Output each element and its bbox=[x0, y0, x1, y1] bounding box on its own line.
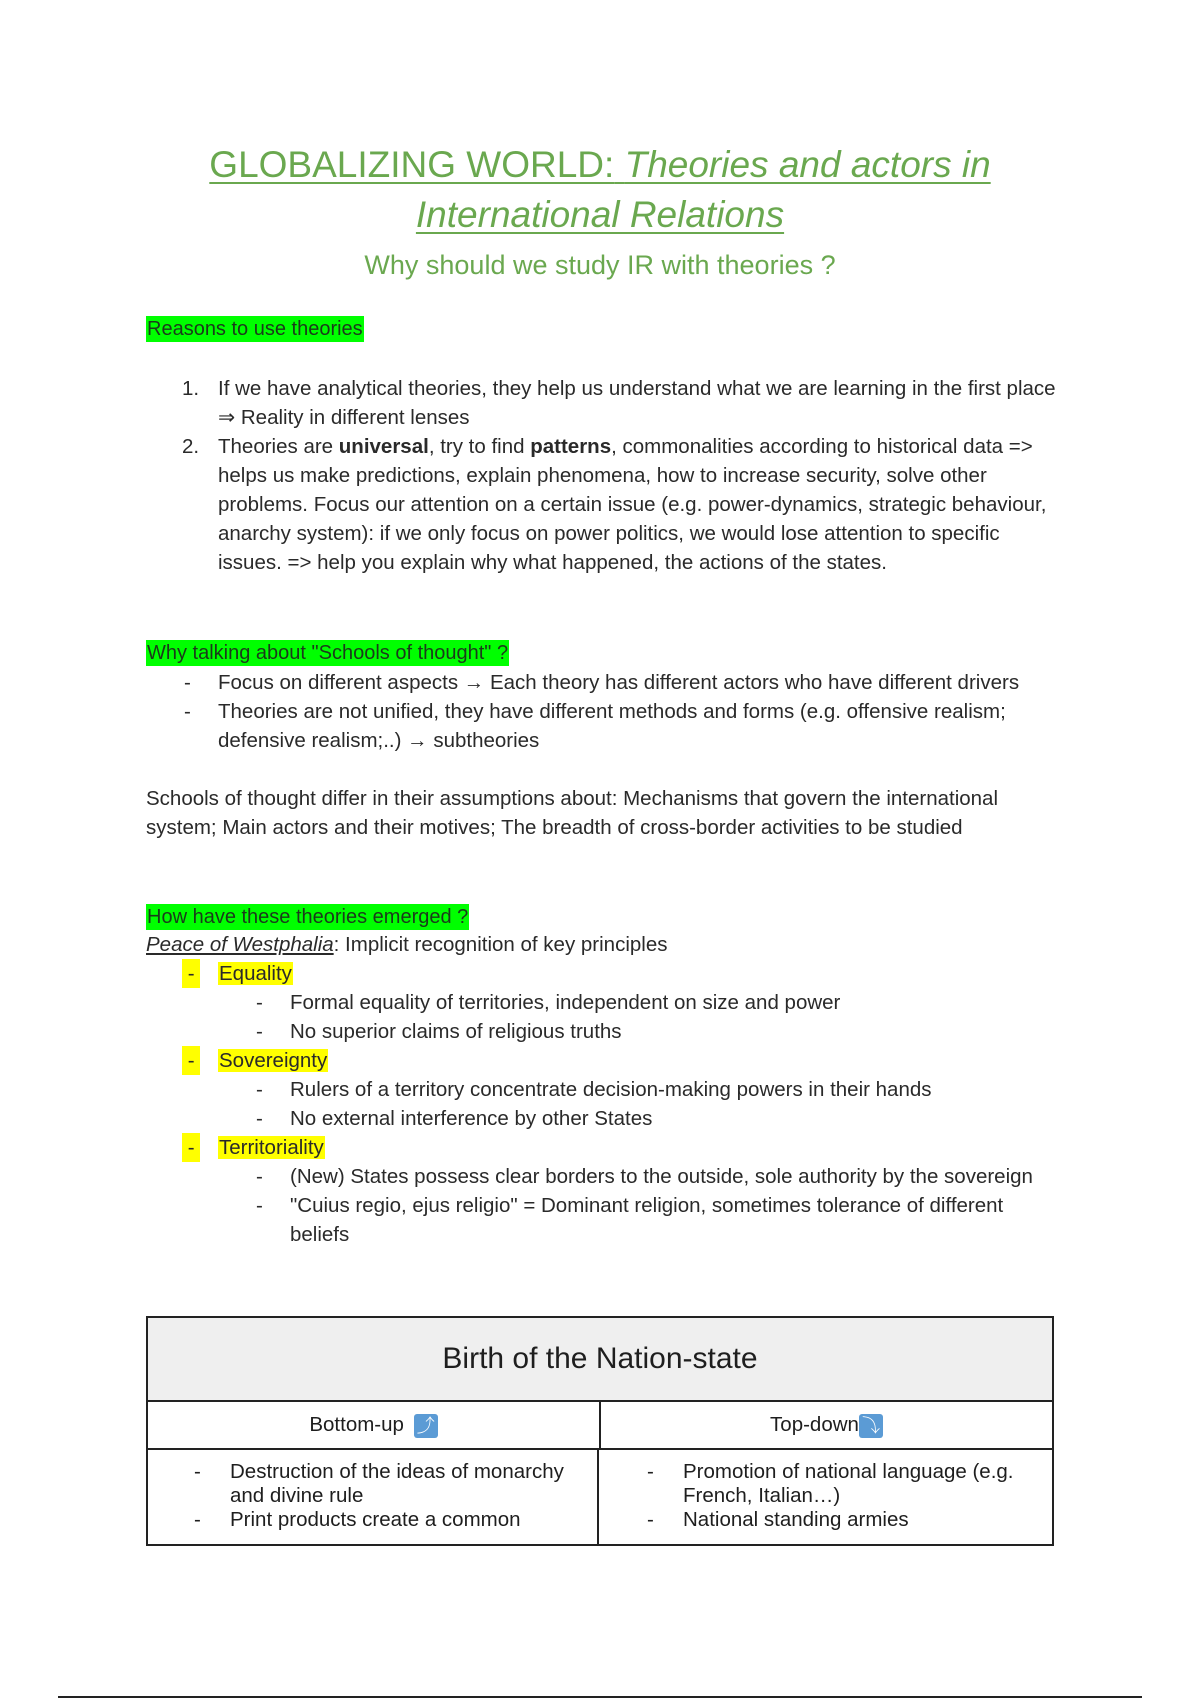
down-arrow-icon: ⤵ bbox=[859, 1414, 883, 1438]
principle-sovereignty bbox=[146, 1046, 1066, 1075]
numbered-list bbox=[146, 374, 1066, 577]
table-title: Birth of the Nation-state bbox=[148, 1318, 1052, 1402]
table-cell-item bbox=[148, 1508, 597, 1532]
table-cell-item bbox=[601, 1508, 1052, 1532]
list-text-mid: , try to find bbox=[428, 435, 531, 458]
document-title-line-2 bbox=[0, 190, 1200, 240]
bullet-list bbox=[146, 668, 1066, 755]
bullet-dash: - bbox=[182, 1133, 200, 1162]
bullet-dash: - bbox=[256, 1078, 263, 1101]
cell-text: Promotion of national language (e.g. French, Italian…) bbox=[683, 1460, 1014, 1507]
bullet-dash: - bbox=[256, 1107, 263, 1130]
column-header-label: Bottom-up bbox=[309, 1413, 404, 1436]
bullet-dash: - bbox=[647, 1460, 654, 1483]
list-text: No superior claims of religious truths bbox=[290, 1020, 622, 1043]
westphalia-intro bbox=[146, 930, 1066, 959]
section-heading-reasons: Reasons to use theories bbox=[147, 318, 363, 340]
bullet-dash: - bbox=[184, 700, 191, 723]
bold-universal: universal bbox=[338, 435, 429, 458]
title-italic-2: International Relations bbox=[415, 194, 785, 235]
principle-equality bbox=[146, 959, 1066, 988]
list-text: Focus on different aspects → Each theory has different actors who have different drivers bbox=[218, 671, 1020, 694]
section-heading-emerged: How have these theories emerged ? bbox=[147, 906, 469, 928]
list-item bbox=[146, 1075, 1066, 1104]
principle-label: Sovereignty bbox=[219, 1049, 328, 1072]
list-item bbox=[146, 1162, 1066, 1191]
list-text: Formal equality of territories, independent on size and power bbox=[290, 991, 841, 1014]
westphalia-link-text: Peace of Westphalia bbox=[146, 933, 334, 956]
westphalia-intro-rest: : Implicit recognition of key principles bbox=[333, 933, 668, 956]
bullet-dash: - bbox=[256, 1194, 263, 1217]
principle-label: Territoriality bbox=[219, 1136, 324, 1159]
column-header-bottom-up bbox=[148, 1402, 601, 1450]
bullet-dash: - bbox=[182, 1046, 200, 1075]
bullet-dash: - bbox=[182, 959, 200, 988]
list-text: "Cuius regio, ejus religio" = Dominant religion, sometimes tolerance of different beliefs bbox=[290, 1194, 1004, 1246]
table-cell-item bbox=[148, 1460, 597, 1508]
cell-text: Print products create a common bbox=[230, 1508, 521, 1531]
page-divider bbox=[58, 1696, 1142, 1698]
up-arrow-icon: ⤴ bbox=[414, 1414, 438, 1438]
list-item bbox=[146, 697, 1066, 755]
bold-patterns: patterns bbox=[530, 435, 612, 458]
list-number: 2. bbox=[182, 435, 200, 458]
list-text-pre: Theories are bbox=[218, 435, 339, 458]
list-text: No external interference by other States bbox=[290, 1107, 653, 1130]
list-item bbox=[146, 432, 1066, 577]
document-title-line-1 bbox=[0, 140, 1200, 190]
title-plain: GLOBALIZING WORLD: bbox=[209, 144, 615, 185]
document-subtitle: Why should we study IR with theories ? bbox=[364, 250, 836, 280]
column-header-label: Top-down bbox=[770, 1413, 859, 1436]
bullet-dash: - bbox=[647, 1508, 654, 1531]
bullet-dash: - bbox=[194, 1460, 201, 1483]
bullet-dash: - bbox=[256, 1165, 263, 1188]
title-italic-1: Theories and actors in bbox=[624, 144, 991, 185]
column-header-top-down bbox=[601, 1402, 1052, 1450]
list-text: (New) States possess clear borders to the outside, sole authority by the sovereign bbox=[290, 1165, 1033, 1188]
bullet-dash: - bbox=[256, 991, 263, 1014]
bullet-dash: - bbox=[184, 671, 191, 694]
list-item bbox=[146, 668, 1066, 697]
list-item bbox=[146, 988, 1066, 1017]
list-item bbox=[146, 1191, 1066, 1249]
nation-state-table bbox=[146, 1316, 1054, 1546]
list-text-post: , commonalities according to historical data => helps us make predictions, explain phenomena, how to increase security, solve other problems. Focus our attention on a certain issue (e.g. power-dynamics, strategic behaviour, anarchy system): if we only focus on power politics, we would lose attention to specific issues. => help you explain why what happened, the actions of the states. bbox=[218, 435, 1047, 574]
principle-label: Equality bbox=[219, 962, 292, 985]
column-body-top-down bbox=[601, 1450, 1052, 1544]
schools-paragraph: Schools of thought differ in their assumptions about: Mechanisms that govern the international system; Main actors and their motives; The breadth of cross-border activities to be studied bbox=[146, 787, 999, 839]
list-number: 1. bbox=[182, 377, 200, 400]
principle-territoriality bbox=[146, 1133, 1066, 1162]
cell-text: Destruction of the ideas of monarchy and divine rule bbox=[230, 1460, 564, 1507]
westphalia-block bbox=[146, 930, 1066, 1249]
list-item bbox=[146, 1017, 1066, 1046]
cell-text: National standing armies bbox=[683, 1508, 909, 1531]
list-text: Theories are not unified, they have different methods and forms (e.g. offensive realism; defensive realism;..) → subtheories bbox=[218, 700, 1006, 752]
column-body-bottom-up bbox=[148, 1450, 599, 1544]
bullet-dash: - bbox=[256, 1020, 263, 1043]
list-item bbox=[146, 1104, 1066, 1133]
section-heading-schools: Why talking about "Schools of thought" ? bbox=[147, 642, 509, 664]
table-cell-item bbox=[601, 1460, 1052, 1508]
list-text: If we have analytical theories, they help us understand what we are learning in the first place ⇒ Reality in different lenses bbox=[218, 377, 1056, 429]
list-text: Rulers of a territory concentrate decision-making powers in their hands bbox=[290, 1078, 932, 1101]
bullet-dash: - bbox=[194, 1508, 201, 1531]
list-item bbox=[146, 374, 1066, 432]
